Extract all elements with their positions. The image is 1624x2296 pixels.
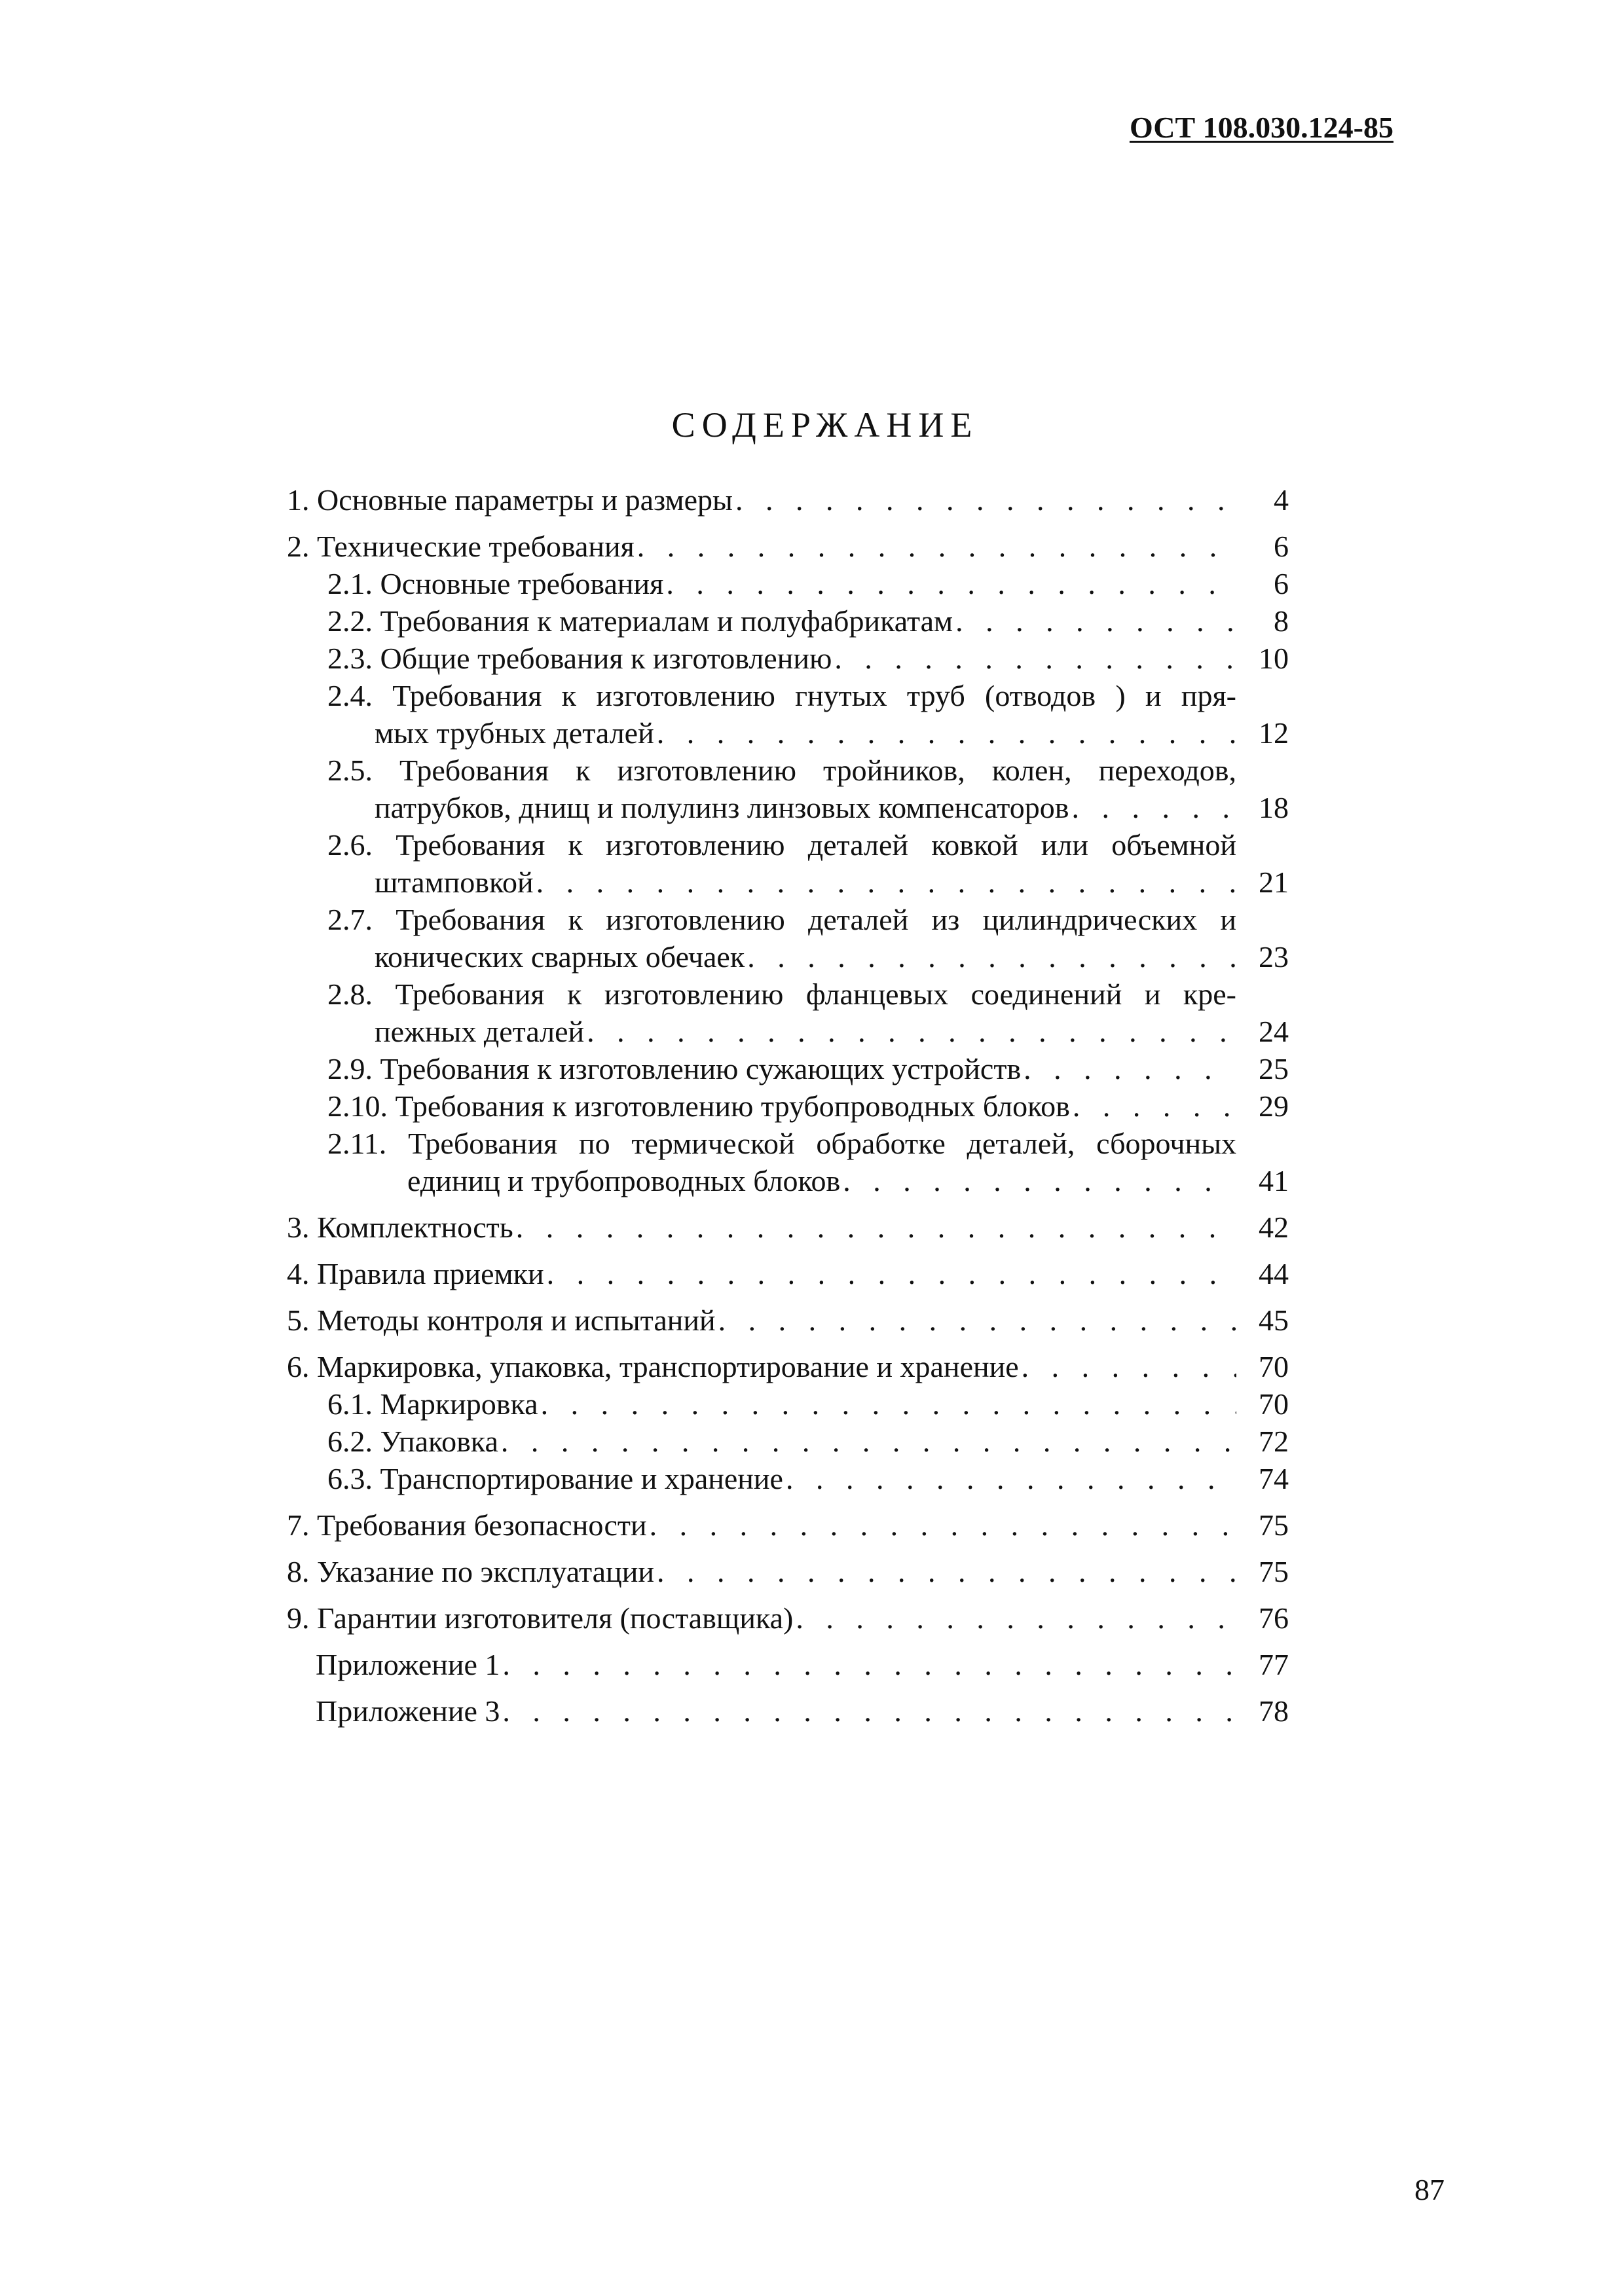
- toc-page-number: 76: [1259, 1601, 1289, 1635]
- dot-leader: [500, 1692, 1236, 1730]
- dot-leader: [1021, 1050, 1236, 1087]
- toc-entry: [287, 1050, 1289, 1087]
- toc-entry: [287, 1460, 1289, 1497]
- toc-page-number: 12: [1259, 716, 1289, 750]
- toc-page-number: 75: [1259, 1508, 1289, 1542]
- toc-entry: [287, 1255, 1289, 1292]
- toc-page-number: 21: [1259, 866, 1289, 899]
- toc-entry-text: Приложение 1: [316, 1648, 500, 1681]
- toc-page-number: 70: [1259, 1387, 1289, 1421]
- toc-entry-text: конических сварных обечаек: [375, 940, 745, 974]
- toc-entry: [287, 1553, 1289, 1590]
- toc-entry: [287, 1302, 1289, 1339]
- dot-leader: [500, 1646, 1236, 1683]
- toc-page-number: 42: [1259, 1211, 1289, 1244]
- dot-leader: [647, 1506, 1236, 1544]
- toc-entry-text: 6.2. Упаковка: [327, 1425, 498, 1458]
- toc-entry-text: 2.1. Основные требования: [327, 567, 664, 600]
- toc-entry-text: мых трубных деталей: [375, 716, 654, 750]
- toc-title: СОДЕРЖАНИЕ: [671, 405, 979, 445]
- toc-page-number: 74: [1259, 1462, 1289, 1495]
- toc-entry-text: 6. Маркировка, упаковка, транспортирование и хранение: [287, 1350, 1019, 1383]
- toc-entry-text: штамповкой: [375, 866, 534, 899]
- toc-entry: [287, 640, 1289, 677]
- toc-entry: [287, 1348, 1289, 1385]
- dot-leader: [783, 1460, 1236, 1497]
- toc-entry-text: 6.1. Маркировка: [327, 1387, 538, 1421]
- toc-page-number: 44: [1259, 1257, 1289, 1290]
- toc-entry-text: 2.11. Требования по термической обработке деталей, сборочных: [327, 1127, 1236, 1160]
- dot-leader: [1019, 1348, 1236, 1385]
- toc-entry: [287, 1599, 1289, 1637]
- toc-entry-text: 2.10. Требования к изготовлению трубопроводных блоков: [327, 1089, 1070, 1123]
- toc-page-number: 25: [1259, 1052, 1289, 1085]
- toc-page-number: 23: [1259, 940, 1289, 974]
- toc-entry-text: 2.6. Требования к изготовлению деталей ковкой или объемной: [327, 828, 1236, 862]
- toc-page-number: 45: [1259, 1303, 1289, 1337]
- dot-leader: [635, 528, 1236, 565]
- toc-page-number: 78: [1259, 1694, 1289, 1728]
- toc-entry: [287, 1087, 1289, 1125]
- toc-page-number: 8: [1274, 604, 1289, 638]
- toc-entry: [287, 602, 1289, 640]
- toc-page-number: 70: [1259, 1350, 1289, 1383]
- dot-leader: [1070, 1087, 1236, 1125]
- toc-page-number: 72: [1259, 1425, 1289, 1458]
- dot-leader: [654, 1553, 1236, 1590]
- dot-leader: [716, 1302, 1236, 1339]
- toc-entry: [287, 752, 1289, 826]
- toc-page-number: 10: [1259, 642, 1289, 675]
- toc-entry-text: 2.7. Требования к изготовлению деталей из цилиндрических и: [327, 903, 1236, 936]
- dot-leader: [832, 640, 1236, 677]
- dot-leader: [513, 1209, 1236, 1246]
- toc-entry: [287, 826, 1289, 901]
- toc-entry-text: 4. Правила приемки: [287, 1257, 544, 1290]
- toc-entry-text: единиц и трубопроводных блоков: [407, 1164, 841, 1197]
- dot-leader: [745, 938, 1236, 975]
- toc-entry-text: 5. Методы контроля и испытаний: [287, 1303, 716, 1337]
- dot-leader: [654, 714, 1236, 752]
- toc-entry-text: 9. Гарантии изготовителя (поставщика): [287, 1601, 794, 1635]
- toc-entry-text: Приложение 3: [316, 1694, 500, 1728]
- toc-entry: [287, 677, 1289, 752]
- toc-entry-text: 2. Технические требования: [287, 530, 635, 563]
- toc-page-number: 6: [1274, 567, 1289, 600]
- toc-entry: [287, 901, 1289, 975]
- toc-page-number: 6: [1274, 530, 1289, 563]
- document-code: ОСТ 108.030.124-85: [1129, 111, 1393, 144]
- toc-entry: [287, 1692, 1289, 1730]
- toc-entry-text: 1. Основные параметры и размеры: [287, 483, 733, 517]
- toc-entry: [287, 1125, 1289, 1199]
- toc-entry-text: пежных деталей: [375, 1015, 585, 1048]
- dot-leader: [534, 864, 1236, 901]
- table-of-contents: [287, 481, 1289, 1730]
- dot-leader: [498, 1423, 1236, 1460]
- toc-entry-text: 8. Указание по эксплуатации: [287, 1555, 654, 1588]
- toc-entry: [287, 1385, 1289, 1423]
- toc-entry: [287, 975, 1289, 1050]
- toc-entry: [287, 528, 1289, 565]
- toc-entry-text: 2.5. Требования к изготовлению тройников, колен, переходов,: [327, 754, 1236, 787]
- toc-entry-text: 2.4. Требования к изготовлению гнутых труб (отводов ) и пря-: [327, 679, 1236, 712]
- toc-page-number: 29: [1259, 1089, 1289, 1123]
- toc-entry: [287, 1209, 1289, 1246]
- toc-page-number: 77: [1259, 1648, 1289, 1681]
- dot-leader: [793, 1599, 1236, 1637]
- toc-entry-text: 6.3. Транспортирование и хранение: [327, 1462, 783, 1495]
- toc-page-number: 4: [1274, 483, 1289, 517]
- toc-entry-text: патрубков, днищ и полулинз линзовых компенсаторов: [375, 791, 1069, 824]
- dot-leader: [953, 602, 1236, 640]
- toc-entry-text: 2.9. Требования к изготовлению сужающих устройств: [327, 1052, 1022, 1085]
- toc-entry-text: 2.2. Требования к материалам и полуфабрикатам: [327, 604, 953, 638]
- dot-leader: [1069, 789, 1236, 826]
- dot-leader: [538, 1385, 1236, 1423]
- page-number: 87: [1414, 2173, 1445, 2206]
- toc-page-number: 41: [1259, 1164, 1289, 1197]
- toc-entry: [287, 1646, 1289, 1683]
- toc-page-number: 18: [1259, 791, 1289, 824]
- toc-entry-text: 2.8. Требования к изготовлению фланцевых соединений и кре-: [327, 977, 1236, 1011]
- toc-page-number: 24: [1259, 1015, 1289, 1048]
- dot-leader: [584, 1013, 1236, 1050]
- dot-leader: [663, 565, 1236, 602]
- dot-leader: [733, 481, 1236, 519]
- toc-entry: [287, 481, 1289, 519]
- toc-entry-text: 3. Комплектность: [287, 1211, 513, 1244]
- toc-entry-text: 7. Требования безопасности: [287, 1508, 647, 1542]
- dot-leader: [544, 1255, 1236, 1292]
- toc-entry: [287, 1423, 1289, 1460]
- toc-entry: [287, 1506, 1289, 1544]
- dot-leader: [840, 1162, 1236, 1199]
- toc-entry-text: 2.3. Общие требования к изготовлению: [327, 642, 832, 675]
- toc-page-number: 75: [1259, 1555, 1289, 1588]
- toc-entry: [287, 565, 1289, 602]
